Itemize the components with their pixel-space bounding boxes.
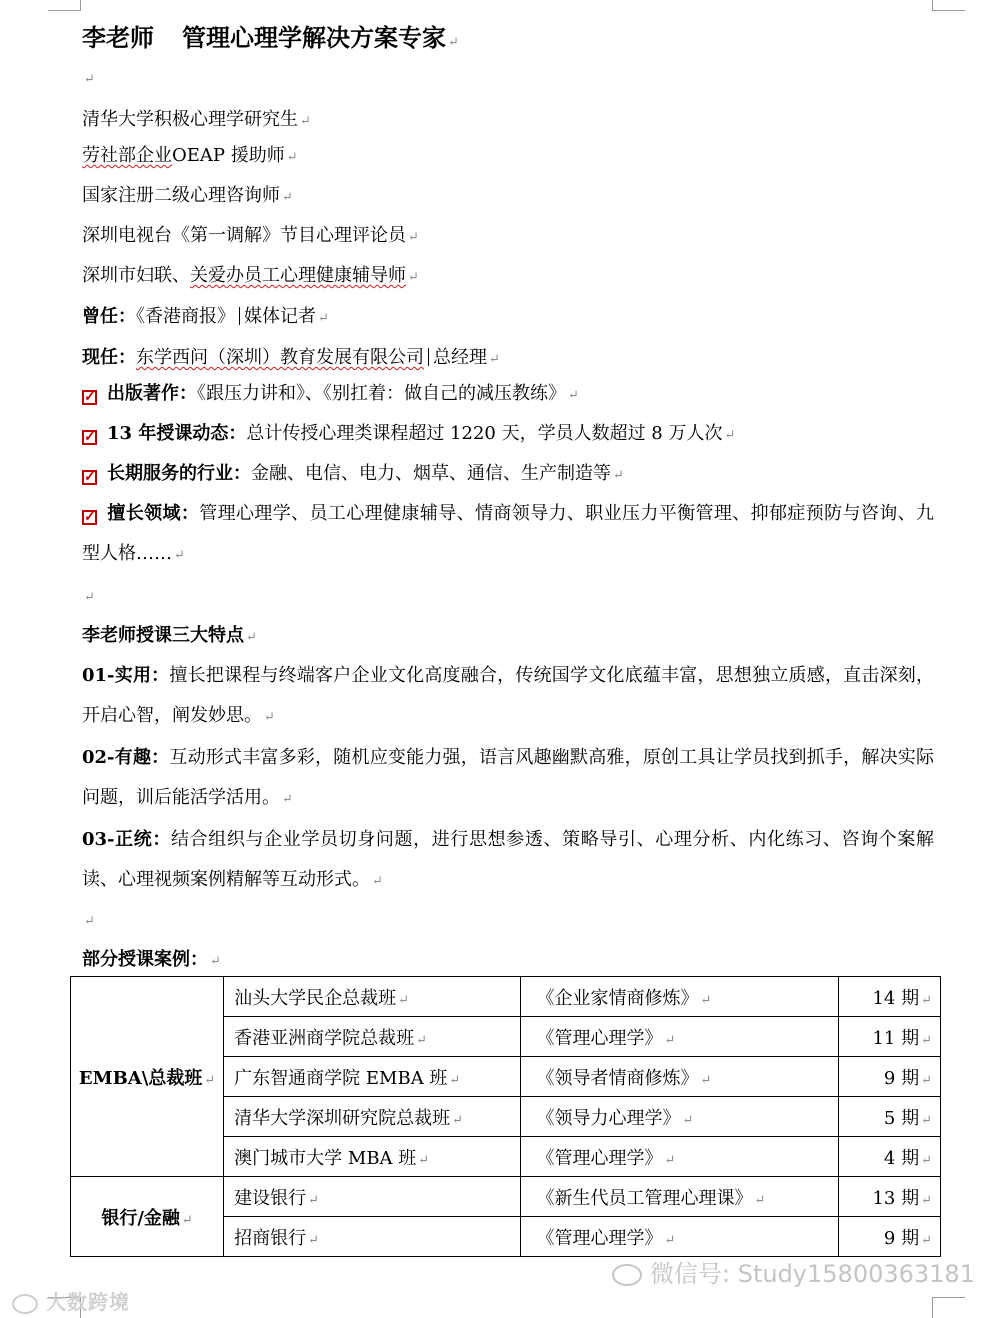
count-cell: 5 期 ↵ (838, 1097, 940, 1137)
check-icon: ✓ (84, 389, 96, 405)
crop-mark-top-left (48, 0, 81, 11)
course-cell: 《管理心理学》 ↵ (520, 1137, 838, 1177)
text-cursor (239, 307, 240, 325)
feature-interesting: 02-有趣：互动形式丰富多彩，随机应变能力强，语言风趣幽默高雅，原创工具让学员找到抓手，解决实际问题，训后能活学活用。 ↵ (82, 738, 934, 820)
cases-table (70, 976, 941, 1257)
empty-paragraph (82, 908, 95, 934)
watermark-left: 大数跨境 (12, 1286, 130, 1315)
check-icon: ✓ (84, 469, 96, 485)
current-position: 现任：东学西问（深圳）教育发展有限公司 总经理 ↵ (82, 346, 500, 372)
credential-tv-commentator: 深圳电视台《第一调解》节目心理评论员 ↵ (82, 224, 419, 250)
empty-paragraph (82, 584, 95, 610)
category-emba: EMBA\总裁班 ↵ (71, 977, 224, 1177)
school-cell: 澳门城市大学 MBA 班 ↵ (224, 1137, 520, 1177)
wechat-icon (612, 1264, 642, 1286)
table-row (71, 977, 941, 1017)
course-cell: 《新生代员工管理心理课》 ↵ (520, 1177, 838, 1217)
checklist-teaching: ✓ 13 年授课动态：总计传授心理类课程超过 1220 天，学员人数超过 8 万人次 ↵ (82, 422, 735, 448)
checklist-expertise: ✓ 擅长领域：管理心理学、员工心理健康辅导、情商领导力、职业压力平衡管理、抑郁症预防与咨询、九型人格…… ↵ (82, 494, 934, 576)
school-cell: 汕头大学民企总裁班 ↵ (224, 977, 520, 1017)
category-banking: 银行/金融 ↵ (71, 1177, 224, 1257)
credential-womens-federation: 深圳市妇联、关爱办员工心理健康辅导师 ↵ (82, 264, 419, 290)
count-cell: 14 期 ↵ (838, 977, 940, 1017)
features-heading: 李老师授课三大特点 ↵ (82, 624, 257, 650)
course-cell: 《领导者情商修炼》 ↵ (520, 1057, 838, 1097)
count-cell: 4 期 ↵ (838, 1137, 940, 1177)
school-cell: 香港亚洲商学院总裁班 ↵ (224, 1017, 520, 1057)
checklist-publications: ✓ 出版著作：《跟压力讲和》、《别扛着：做自己的减压教练》 ↵ (82, 382, 579, 408)
crop-mark-top-right (932, 0, 965, 11)
credential-oeap: 劳社部企业OEAP 援助师 ↵ (82, 144, 298, 170)
cases-heading: 部分授课案例： ↵ (82, 948, 221, 974)
page-title (82, 22, 459, 59)
course-cell: 《企业家情商修炼》 ↵ (520, 977, 838, 1017)
course-cell: 《管理心理学》 ↵ (520, 1017, 838, 1057)
school-cell: 清华大学深圳研究院总裁班 ↵ (224, 1097, 520, 1137)
feature-orthodox: 03-正统：结合组织与企业学员切身问题，进行思想参透、策略导引、心理分析、内化练习、咨询个案解读、心理视频案例精解等互动形式。 ↵ (82, 820, 934, 902)
credential-tsinghua: 清华大学积极心理学研究生 ↵ (82, 108, 311, 134)
feature-practical: 01-实用：擅长把课程与终端客户企业文化高度融合，传统国学文化底蕴丰富，思想独立质感，直击深刻，开启心智，阐发妙思。 ↵ (82, 656, 934, 738)
count-cell: 11 期 ↵ (838, 1017, 940, 1057)
watermark-right: 微信号: Study15800363181 (612, 1254, 975, 1289)
former-position: 曾任：《香港商报》 媒体记者 ↵ (82, 305, 329, 331)
credential-counselor: 国家注册二级心理咨询师 ↵ (82, 184, 293, 210)
crop-mark-bottom-right (932, 1297, 965, 1318)
count-cell: 13 期 ↵ (838, 1177, 940, 1217)
count-cell: 9 期 ↵ (838, 1217, 940, 1257)
empty-paragraph (82, 66, 95, 92)
credential-oeap-prefix: 劳社部企业 (82, 145, 172, 166)
course-cell: 《管理心理学》 ↵ (520, 1217, 838, 1257)
count-cell: 9 期 ↵ (838, 1057, 940, 1097)
check-icon: ✓ (84, 429, 96, 445)
table-row (71, 1177, 941, 1217)
check-icon: ✓ (84, 509, 96, 525)
school-cell: 建设银行 ↵ (224, 1177, 520, 1217)
text-cursor (428, 348, 429, 366)
school-cell: 广东智通商学院 EMBA 班 ↵ (224, 1057, 520, 1097)
course-cell: 《领导力心理学》 ↵ (520, 1097, 838, 1137)
school-cell: 招商银行 ↵ (224, 1217, 520, 1257)
teacher-role: 管理心理学解决方案专家 (182, 23, 446, 52)
teacher-name: 李老师 (82, 23, 154, 52)
weibo-icon (12, 1294, 38, 1314)
checklist-industries: ✓ 长期服务的行业：金融、电信、电力、烟草、通信、生产制造等 ↵ (82, 462, 624, 488)
